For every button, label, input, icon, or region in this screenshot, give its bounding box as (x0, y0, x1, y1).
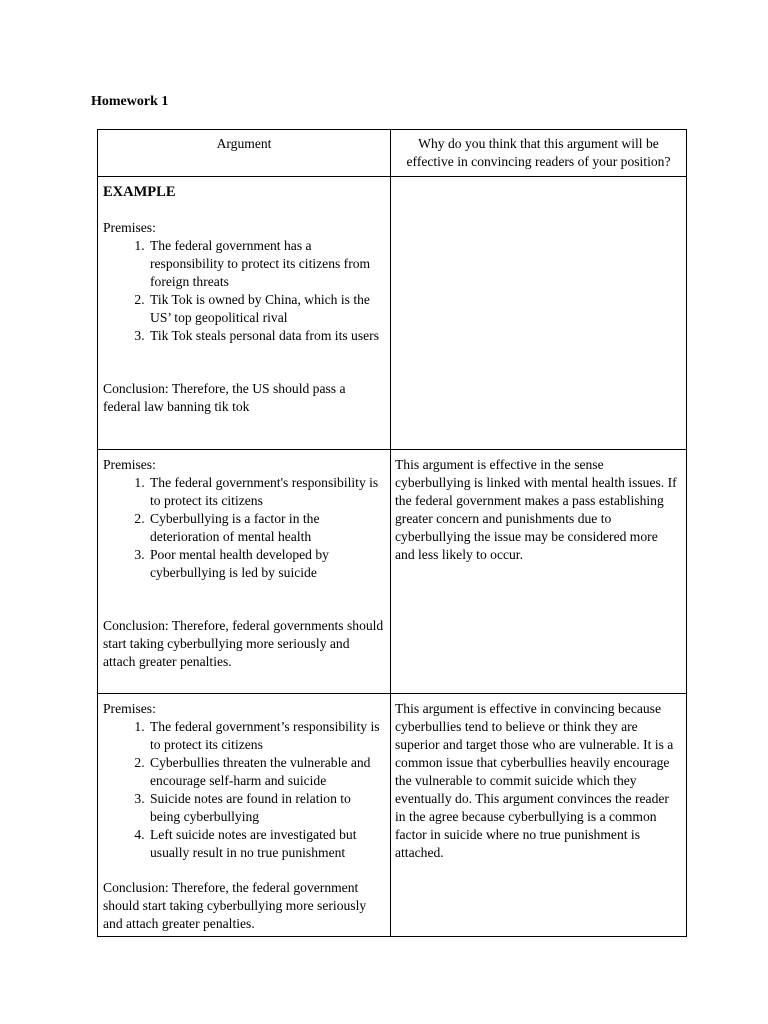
premises-label: Premises: (103, 457, 156, 472)
premises-label: Premises: (103, 220, 156, 235)
argument-cell (98, 177, 391, 450)
table-header-row (98, 130, 687, 177)
premise-item: 1. The federal government has a responsibility to protect its citizens from foreign threats (148, 237, 384, 291)
header-argument: Argument (98, 130, 391, 177)
header-why-effective: Why do you think that this argument will be effective in convincing readers of your position? (391, 130, 687, 177)
why-effective-cell (391, 177, 687, 450)
table-row (98, 177, 687, 450)
argument-cell (98, 450, 391, 694)
table-row (98, 694, 687, 937)
premise-item: 2. Tik Tok is owned by China, which is the US’ top geopolitical rival (148, 291, 384, 327)
premises-list (103, 474, 384, 582)
why-effective-text: This argument is effective in the sense cyberbullying is linked with mental health issues. If the federal government makes a pass establishing greater concern and punishments due to cyberbullying the issue may be considered more and less likely to occur. (395, 457, 677, 562)
conclusion-text: Conclusion: Therefore, federal governments should start taking cyberbullying more seriously and attach greater penalties. (103, 618, 384, 669)
premise-item: 1. The federal government’s responsibility is to protect its citizens (148, 718, 384, 754)
premise-item: 3. Suicide notes are found in relation to being cyberbullying (148, 790, 384, 826)
conclusion-text: Conclusion: Therefore, the federal government should start taking cyberbullying more seriously and attach greater penalties. (103, 880, 367, 931)
why-effective-cell (391, 694, 687, 937)
why-effective-cell (391, 450, 687, 694)
table-row (98, 450, 687, 694)
premise-item: 4. Left suicide notes are investigated but usually result in no true punishment (148, 826, 384, 862)
premises-list (103, 237, 384, 345)
homework-table (97, 129, 687, 937)
premise-item: 2. Cyberbullying is a factor in the deterioration of mental health (148, 510, 384, 546)
argument-cell (98, 694, 391, 937)
premise-item: 3. Poor mental health developed by cyberbullying is led by suicide (148, 546, 384, 582)
premises-label: Premises: (103, 701, 156, 716)
premise-item: 3. Tik Tok steals personal data from its users (148, 327, 384, 345)
premise-item: 1. The federal government's responsibility is to protect its citizens (148, 474, 384, 510)
document-title: Homework 1 (91, 94, 169, 109)
example-heading: EXAMPLE (103, 184, 176, 200)
premises-list (103, 718, 384, 862)
why-effective-text: This argument is effective in convincing because cyberbullies tend to believe or think they are superior and target those who are vulnerable. It is a common issue that cyberbullies heavily encourage the vulnerable to commit suicide which they eventually do. This argument convinces the reader in the agree because cyberbullying is a common factor in suicide where no true punishment is attached. (395, 701, 674, 860)
premise-item: 2. Cyberbullies threaten the vulnerable and encourage self-harm and suicide (148, 754, 384, 790)
conclusion-text: Conclusion: Therefore, the US should pass a federal law banning tik tok (103, 381, 346, 414)
